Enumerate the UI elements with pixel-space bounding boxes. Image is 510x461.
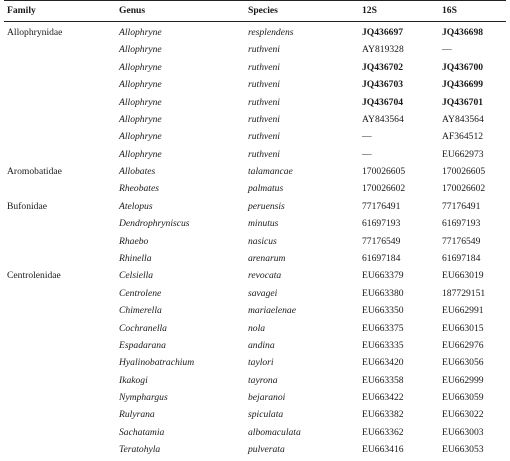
cell-species: ruthveni <box>248 96 280 108</box>
cell-species: bejaranoi <box>248 392 286 403</box>
cell-12s: EU663375 <box>362 322 404 334</box>
cell-species: palmatus <box>248 183 284 195</box>
header-genus: Genus <box>119 5 146 16</box>
cell-species: ruthveni <box>248 113 280 125</box>
cell-species: minutus <box>248 218 279 230</box>
cell-16s: AF364512 <box>442 131 484 143</box>
cell-12s: EU663335 <box>362 339 404 351</box>
cell-12s: EU663422 <box>362 392 404 403</box>
cell-genus: Allobates <box>119 166 156 177</box>
cell-16s: EU663053 <box>442 444 484 456</box>
cell-species: ruthveni <box>248 148 280 160</box>
cell-16s: JQ436701 <box>442 96 484 108</box>
cell-genus: Espadarana <box>119 339 166 351</box>
cell-species: tayrona <box>248 374 278 386</box>
cell-genus: Dendrophryniscus <box>119 218 190 230</box>
cell-16s: 170026602 <box>442 183 486 195</box>
cell-12s: — <box>362 148 372 160</box>
cell-12s: EU663416 <box>362 444 404 456</box>
cell-species: ruthveni <box>248 44 280 56</box>
cell-species: ruthveni <box>248 61 280 73</box>
cell-species: andina <box>248 339 275 351</box>
cell-family: Allophrynidae <box>7 27 63 38</box>
cell-16s: 61697193 <box>442 218 481 230</box>
cell-16s: EU663022 <box>442 409 484 421</box>
cell-species: nasicus <box>248 235 277 247</box>
cell-family: Centrolenidae <box>7 270 61 282</box>
cell-species: savagei <box>248 287 278 299</box>
header-family: Family <box>7 5 36 16</box>
cell-genus: Allophryne <box>119 79 162 91</box>
cell-genus: Allophryne <box>119 44 162 56</box>
cell-12s: EU663420 <box>362 357 404 369</box>
cell-12s: JQ436702 <box>362 61 404 73</box>
cell-16s: 61697184 <box>442 252 481 264</box>
cell-genus: Rheobates <box>119 183 159 195</box>
cell-family: Aromobatidae <box>7 166 62 177</box>
cell-genus: Cochranella <box>119 322 167 334</box>
cell-12s: 61697193 <box>362 218 401 230</box>
cell-species: albomaculata <box>248 426 301 438</box>
cell-genus: Nymphargus <box>119 392 168 403</box>
cell-16s: EU663059 <box>442 392 484 403</box>
cell-12s: JQ436703 <box>362 79 404 91</box>
cell-16s: 77176491 <box>442 200 481 212</box>
cell-genus: Ikakogi <box>119 374 148 386</box>
header-16s: 16S <box>442 5 457 16</box>
cell-12s: EU663380 <box>362 287 404 299</box>
cell-16s: JQ436699 <box>442 79 484 91</box>
cell-16s: EU663003 <box>442 426 484 438</box>
cell-12s: JQ436704 <box>362 96 404 108</box>
cell-16s: 187729151 <box>442 287 486 299</box>
cell-genus: Allophryne <box>119 131 162 143</box>
cell-12s: EU663362 <box>362 426 404 438</box>
cell-genus: Centrolene <box>119 287 162 299</box>
cell-species: ruthveni <box>248 79 280 91</box>
cell-genus: Sachatamia <box>119 426 165 438</box>
cell-16s: 77176549 <box>442 235 481 247</box>
cell-12s: AY843564 <box>362 113 404 125</box>
cell-12s: EU663379 <box>362 270 404 282</box>
cell-16s: AY843564 <box>442 113 484 125</box>
cell-16s: EU662991 <box>442 305 484 317</box>
cell-16s: EU662976 <box>442 339 484 351</box>
cell-species: taylori <box>248 357 274 369</box>
cell-species: peruensis <box>248 200 285 212</box>
cell-genus: Allophryne <box>119 148 162 160</box>
cell-genus: Allophryne <box>119 27 162 38</box>
cell-genus: Chimerella <box>119 305 162 317</box>
cell-16s: EU663019 <box>442 270 484 282</box>
cell-12s: EU663358 <box>362 374 404 386</box>
cell-12s: 170026605 <box>362 166 406 177</box>
cell-12s: 61697184 <box>362 252 401 264</box>
cell-genus: Hyalinobatrachium <box>119 357 195 369</box>
cell-species: spiculata <box>248 409 284 421</box>
cell-genus: Allophryne <box>119 113 162 125</box>
cell-12s: AY819328 <box>362 44 404 56</box>
cell-species: ruthveni <box>248 131 280 143</box>
table-top-rule <box>4 0 506 1</box>
cell-12s: — <box>362 131 372 143</box>
cell-16s: EU662999 <box>442 374 484 386</box>
header-12s: 12S <box>362 5 377 16</box>
cell-species: revocata <box>248 270 282 282</box>
cell-16s: EU662973 <box>442 148 484 160</box>
cell-species: pulverata <box>248 444 285 456</box>
cell-species: arenarum <box>248 252 286 264</box>
cell-16s: EU663015 <box>442 322 484 334</box>
cell-genus: Allophryne <box>119 61 162 73</box>
cell-genus: Teratohyla <box>119 444 161 456</box>
cell-16s: EU663056 <box>442 357 484 369</box>
cell-species: resplendens <box>248 27 294 38</box>
cell-12s: 77176549 <box>362 235 401 247</box>
cell-genus: Rhaebo <box>119 235 149 247</box>
header-rule <box>4 21 506 22</box>
cell-genus: Allophryne <box>119 96 162 108</box>
cell-12s: 170026602 <box>362 183 406 195</box>
cell-12s: 77176491 <box>362 200 401 212</box>
cell-12s: EU663382 <box>362 409 404 421</box>
cell-genus: Atelopus <box>119 200 153 212</box>
cell-genus: Rulyrana <box>119 409 155 421</box>
cell-12s: JQ436697 <box>362 27 404 38</box>
cell-family: Bufonidae <box>7 200 47 212</box>
cell-species: mariaelenae <box>248 305 296 317</box>
cell-16s: JQ436698 <box>442 27 484 38</box>
cell-species: nola <box>248 322 266 334</box>
cell-12s: EU663350 <box>362 305 404 317</box>
cell-species: talamancae <box>248 166 293 177</box>
cell-genus: Rhinella <box>119 252 152 264</box>
cell-16s: — <box>442 44 452 56</box>
header-species: Species <box>248 5 278 16</box>
cell-16s: 170026605 <box>442 166 486 177</box>
cell-genus: Celsiella <box>119 270 154 282</box>
cell-16s: JQ436700 <box>442 61 484 73</box>
